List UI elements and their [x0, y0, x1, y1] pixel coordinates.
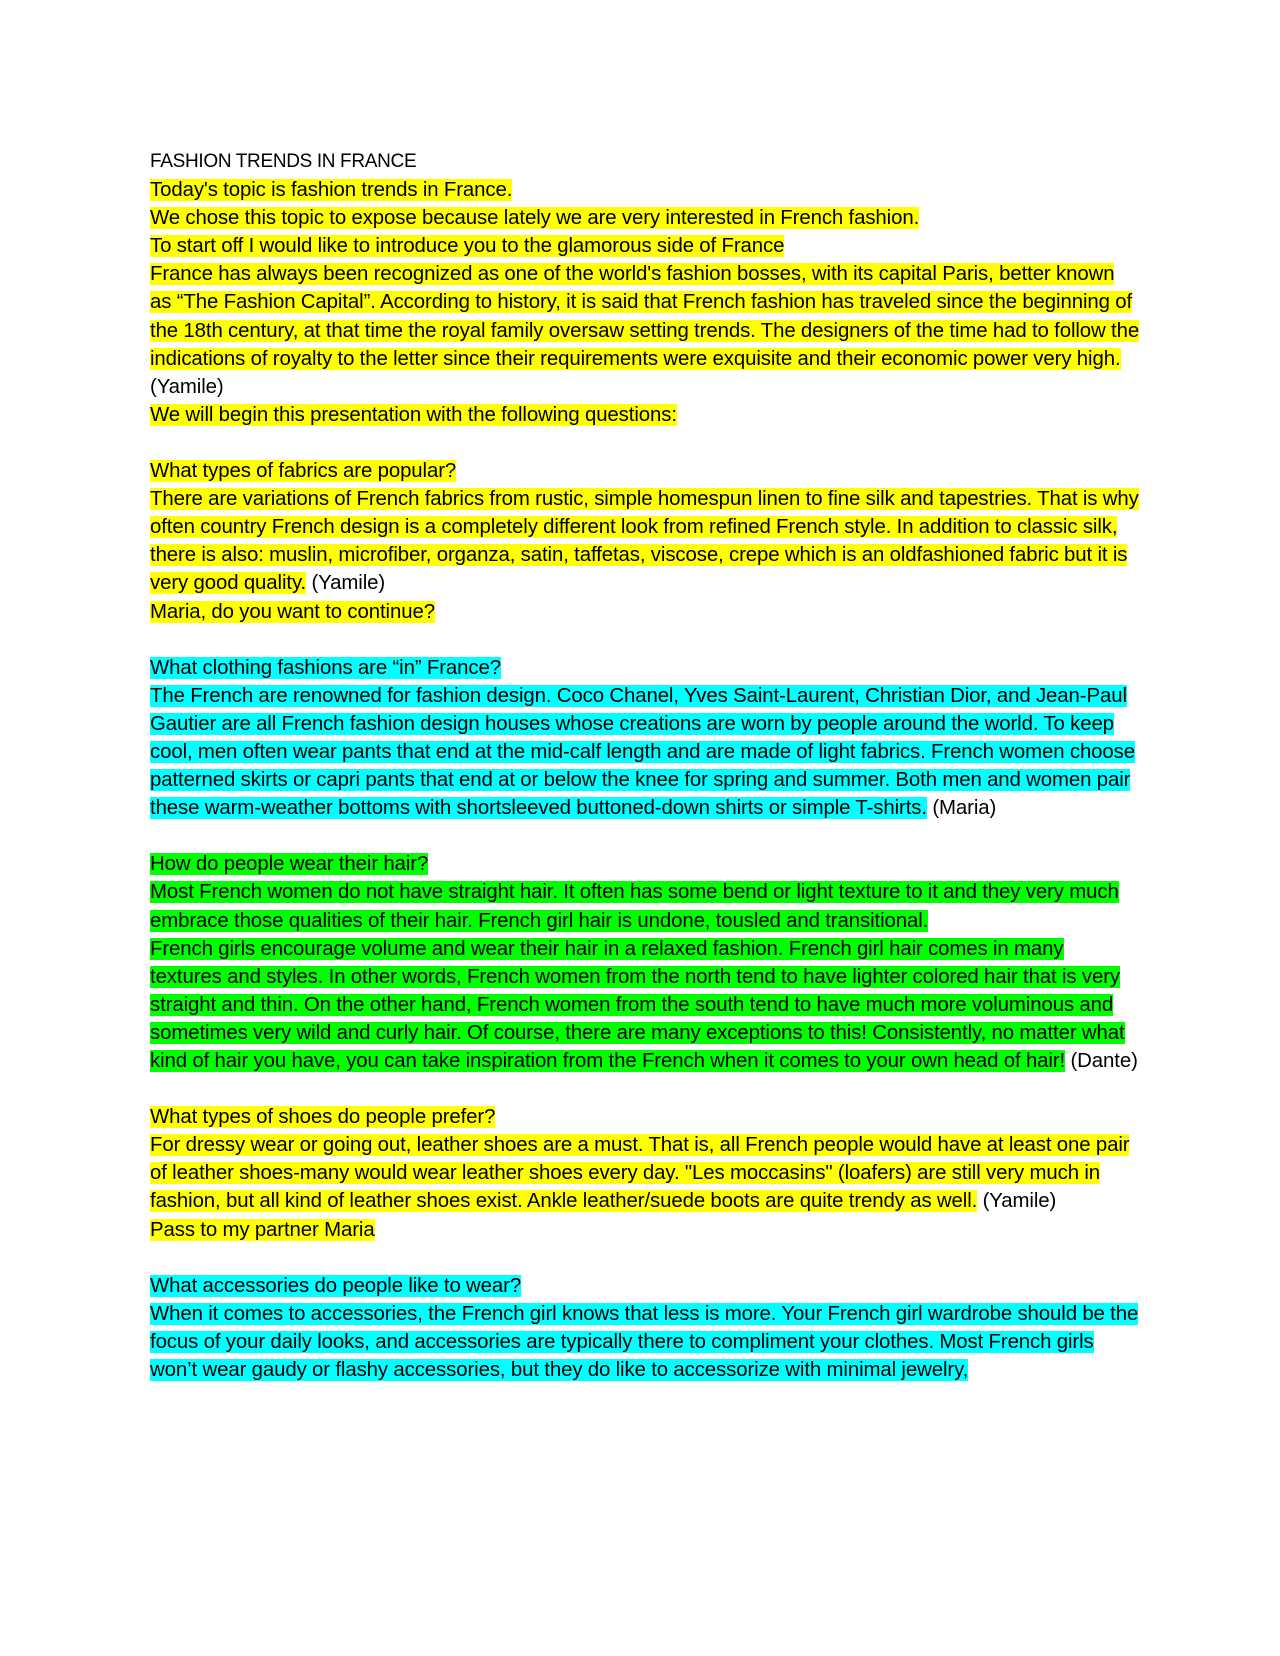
speaker-label: (Yamile)	[306, 572, 386, 595]
paragraph-spacer	[150, 429, 1140, 457]
paragraph-spacer	[150, 1075, 1140, 1103]
shoes-question-text: What types of shoes do people prefer?	[150, 1106, 496, 1129]
fabrics-question-text: What types of fabrics are popular?	[150, 460, 457, 483]
fabrics-answer	[150, 485, 1140, 597]
questions-intro	[150, 401, 1140, 429]
shoes-handoff-text: Pass to my partner Maria	[150, 1218, 375, 1241]
clothing-answer	[150, 682, 1140, 822]
paragraph-spacer	[150, 626, 1140, 654]
speaker-label: (Yamile)	[150, 375, 224, 398]
hair-answer-1-text: Most French women do not have straight hair. It often has some bend or light texture to it and they very much embrace those qualities of their hair. French girl hair is undone, tousled and transitional.	[150, 881, 1119, 932]
fabrics-answer-text: There are variations of French fabrics from rustic, simple homespun linen to fine silk and tapestries. That is why often country French design is a completely different look from refined French style. In addition to classic silk, there is also: muslin, microfiber, organza, satin, taffetas, viscose, crepe which is an oldfashioned fabric but it is very good quality.	[150, 488, 1139, 595]
speaker-label: (Maria)	[926, 797, 997, 820]
paragraph-spacer	[150, 1244, 1140, 1272]
clothing-question	[150, 654, 1140, 682]
clothing-question-text: What clothing fashions are “in” France?	[150, 656, 501, 679]
intro-line-2-text: We chose this topic to expose because lately we are very interested in French fashion.	[150, 207, 920, 230]
intro-history-paragraph	[150, 260, 1140, 400]
shoes-answer-text: For dressy wear or going out, leather shoes are a must. That is, all French people would have at least one pair of leather shoes-many would wear leather shoes every day. "Les moccasins" (loafers) are still very much in fashion, but all kind of leather shoes exist. Ankle leather/suede boots are quite trendy as well.	[150, 1134, 1130, 1213]
paragraph-spacer	[150, 822, 1140, 850]
shoes-answer	[150, 1131, 1140, 1215]
fabrics-handoff-text: Maria, do you want to continue?	[150, 600, 435, 623]
shoes-question	[150, 1103, 1140, 1131]
hair-question-text: How do people wear their hair?	[150, 853, 429, 876]
accessories-question	[150, 1272, 1140, 1300]
accessories-answer-text: When it comes to accessories, the French girl knows that less is more. Your French girl wardrobe should be the focus of your daily looks, and accessories are typically there to compliment your clothes. Most French girls won’t wear gaudy or flashy accessories, but they do like to accessorize with minimal jewelry,	[150, 1302, 1139, 1382]
hair-answer-2-text: French girls encourage volume and wear their hair in a relaxed fashion. French girl hair comes in many textures and styles. In other words, French women from the north tend to have lighter colored hair that is very straight and thin. On the other hand, French women from the south tend to have much more voluminous and sometimes very wild and curly hair. Of course, there are many exceptions to this! Consistently, no matter what kind of hair you have, you can take inspiration from the French when it comes to your own head of hair!	[150, 937, 1125, 1072]
clothing-answer-text: The French are renowned for fashion design. Coco Chanel, Yves Saint-Laurent, Christian Dior, and Jean-Paul Gautier are all French fashion design houses whose creations are worn by people around the world. To keep cool, men often wear pants that end at the mid-calf length and are made of light fabrics. French women choose patterned skirts or capri pants that end at or below the knee for spring and summer. Both men and women pair these warm-weather bottoms with shortsleeved buttoned-down shirts or simple T-shirts.	[150, 684, 1135, 820]
shoes-handoff	[150, 1216, 1140, 1244]
speaker-label: (Dante)	[1065, 1050, 1138, 1072]
intro-line-3-text: To start off I would like to introduce you to the glamorous side of France	[150, 235, 785, 258]
accessories-question-text: What accessories do people like to wear?	[150, 1274, 522, 1297]
fabrics-question	[150, 457, 1140, 485]
intro-line-1-text: Today's topic is fashion trends in France.	[150, 179, 513, 202]
hair-answer-2	[150, 935, 1140, 1075]
intro-history-text: France has always been recognized as one of the world's fashion bosses, with its capital Paris, better known as “The Fashion Capital”. According to history, it is said that French fashion has traveled since the beginning of the 18th century, at that time the royal family oversaw setting trends. The designers of the time had to follow the indications of royalty to the letter since their requirements were exquisite and their economic power very high.	[150, 263, 1140, 370]
intro-line-1	[150, 176, 1140, 204]
hair-answer-1	[150, 878, 1140, 934]
hair-question	[150, 850, 1140, 878]
fabrics-handoff	[150, 598, 1140, 626]
intro-line-2	[150, 204, 1140, 232]
intro-line-3	[150, 232, 1140, 260]
speaker-label: (Yamile)	[977, 1190, 1057, 1213]
document-page	[150, 148, 1140, 1384]
document-title: FASHION TRENDS IN FRANCE	[150, 151, 417, 172]
questions-intro-text: We will begin this presentation with the following questions:	[150, 403, 677, 426]
accessories-answer	[150, 1300, 1140, 1384]
